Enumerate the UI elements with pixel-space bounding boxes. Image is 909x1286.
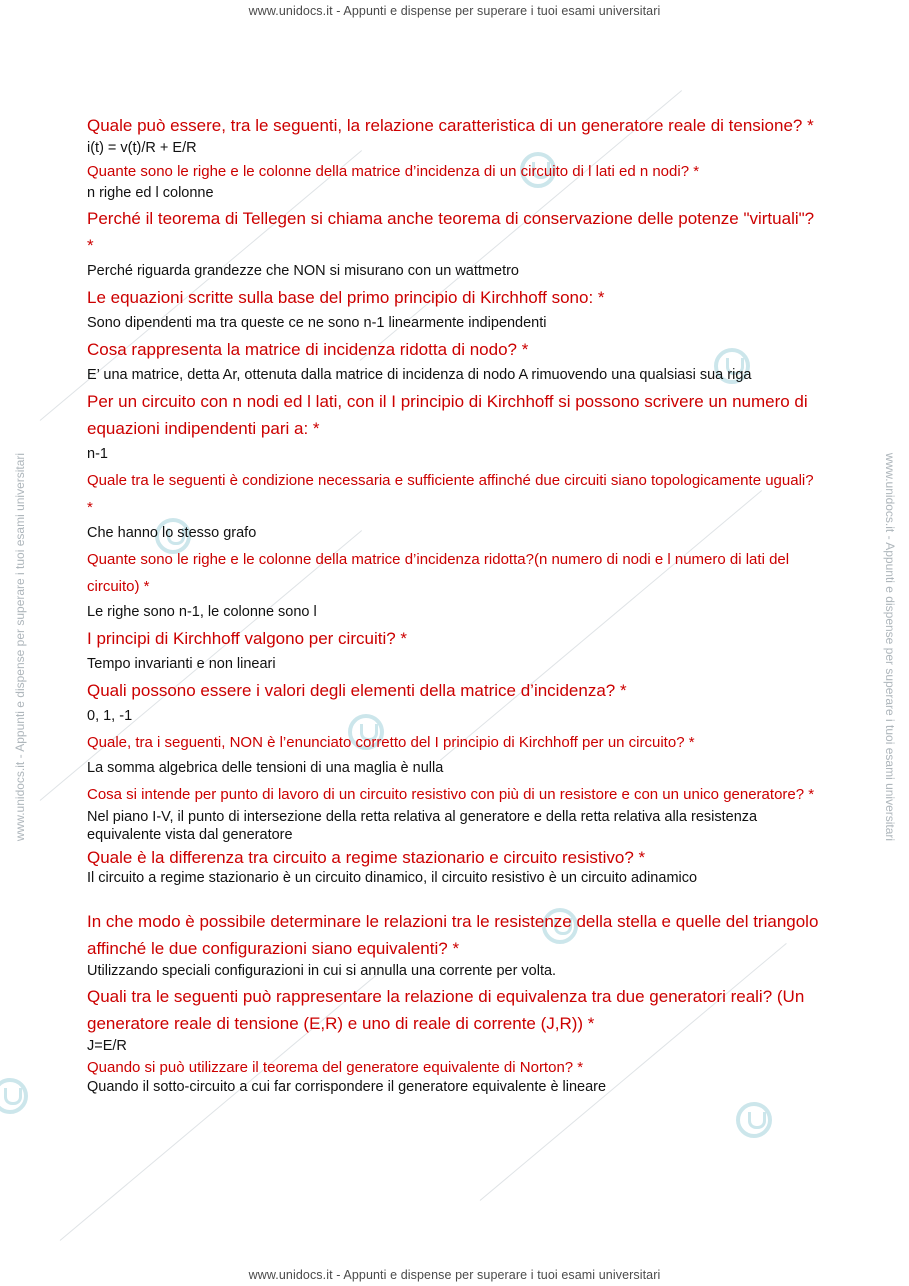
question: Quando si può utilizzare il teorema del generatore equivalente di Norton? *: [87, 1059, 584, 1076]
answer: Il circuito a regime stazionario è un circuito dinamico, il circuito resistivo è un circuito adinamico: [87, 870, 698, 886]
page-header: www.unidocs.it - Appunti e dispense per superare i tuoi esami universitari: [248, 4, 661, 18]
side-watermark-right: www.unidocs.it - Appunti e dispense per superare i tuoi esami universitari: [883, 452, 897, 842]
question: I principi di Kirchhoff valgono per circuiti? *: [87, 629, 408, 648]
question: Quali tra le seguenti può rappresentare la relazione di equivalenza tra due generatori reali? (Un generatore reale di tensione (E,R) e uno di reale di corrente (J,R)) *: [87, 987, 805, 1033]
answer: Tempo invarianti e non lineari: [87, 656, 276, 672]
answer: n righe ed l colonne: [87, 185, 214, 201]
question: Per un circuito con n nodi ed l lati, con il I principio di Kirchhoff si possono scrivere un numero di equazioni indipendenti pari a: *: [87, 392, 808, 438]
question: Le equazioni scritte sulla base del primo principio di Kirchhoff sono: *: [87, 288, 605, 307]
answer: Perché riguarda grandezze che NON si misurano con un wattmetro: [87, 263, 519, 279]
answer: Che hanno lo stesso grafo: [87, 525, 257, 541]
page-footer: www.unidocs.it - Appunti e dispense per superare i tuoi esami universitari: [248, 1268, 661, 1282]
answer: Utilizzando speciali configurazioni in cui si annulla una corrente per volta.: [87, 963, 557, 979]
watermark-logo-icon: [736, 1102, 772, 1138]
answer: Nel piano I-V, il punto di intersezione della retta relativa al generatore e della retta relativa alla resistenza equivalente vista dal generatore: [87, 809, 758, 843]
answer: Sono dipendenti ma tra queste ce ne sono n-1 linearmente indipendenti: [87, 315, 547, 331]
answer: Le righe sono n-1, le colonne sono l: [87, 604, 317, 620]
question: Quali possono essere i valori degli elementi della matrice d’incidenza? *: [87, 681, 627, 700]
spacer: [87, 890, 822, 908]
question: Quale può essere, tra le seguenti, la relazione caratteristica di un generatore reale di tensione? *: [87, 116, 814, 135]
answer: Quando il sotto-circuito a cui far corrispondere il generatore equivalente è lineare: [87, 1079, 607, 1095]
side-watermark-left: www.unidocs.it - Appunti e dispense per superare i tuoi esami universitari: [13, 452, 27, 842]
qa-list: [87, 112, 822, 1099]
question: Perché il teorema di Tellegen si chiama anche teorema di conservazione delle potenze "virtuali"? *: [87, 209, 815, 255]
answer: i(t) = v(t)/R + E/R: [87, 140, 197, 156]
question: Quale tra le seguenti è condizione necessaria e sufficiente affinché due circuiti siano topologicamente uguali? *: [87, 472, 814, 516]
answer: n-1: [87, 446, 108, 462]
question: Quale, tra i seguenti, NON è l’enunciato corretto del I principio di Kirchhoff per un circuito? *: [87, 734, 695, 751]
answer: J=E/R: [87, 1038, 127, 1054]
question: Quante sono le righe e le colonne della matrice d’incidenza ridotta?(n numero di nodi e l numero di lati del circuito) *: [87, 551, 790, 595]
answer: 0, 1, -1: [87, 708, 133, 724]
answer: La somma algebrica delle tensioni di una maglia è nulla: [87, 760, 444, 776]
answer: E’ una matrice, detta Ar, ottenuta dalla matrice di incidenza di nodo A rimuovendo una qualsiasi sua riga: [87, 367, 752, 383]
question: Cosa rappresenta la matrice di incidenza ridotta di nodo? *: [87, 340, 529, 359]
question: In che modo è possibile determinare le relazioni tra le resistenze della stella e quelle del triangolo affinché le due configurazioni siano equivalenti? *: [87, 912, 819, 958]
question: Cosa si intende per punto di lavoro di un circuito resistivo con più di un resistore e con un unico generatore? *: [87, 786, 815, 803]
question: Quale è la differenza tra circuito a regime stazionario e circuito resistivo? *: [87, 848, 646, 867]
question: Quante sono le righe e le colonne della matrice d’incidenza di un circuito di l lati ed n nodi? *: [87, 163, 700, 180]
